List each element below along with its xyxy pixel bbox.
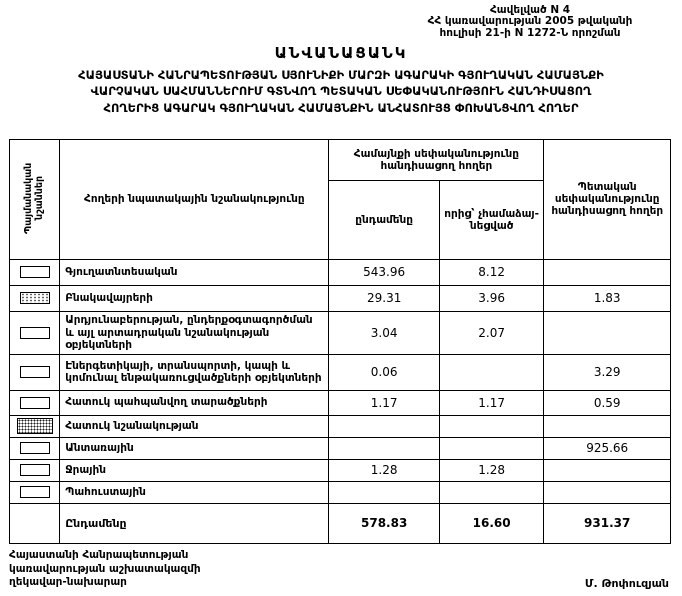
col-header-not-agreed: որից՝ չհամաձայ-նեցված bbox=[439, 181, 543, 260]
table-row-infrastructure bbox=[10, 354, 671, 390]
value-state: 925.66 bbox=[544, 437, 671, 459]
legend-symbol bbox=[20, 266, 50, 278]
signatory-line-2: կառավարության աշխատակազմի bbox=[9, 562, 201, 575]
land-purpose-label: Ջրային bbox=[60, 459, 329, 481]
empty-cell bbox=[10, 503, 60, 543]
value-not-agreed: 3.96 bbox=[439, 285, 543, 311]
value-not-agreed: 1.17 bbox=[439, 390, 543, 415]
legend-symbol bbox=[20, 397, 50, 409]
table-row-special-purpose bbox=[10, 415, 671, 437]
total-value-state: 931.37 bbox=[544, 503, 671, 543]
land-purpose-label: Պահուստային bbox=[60, 481, 329, 503]
legend-symbol-cell bbox=[10, 311, 60, 354]
col-header-total: ընդամենը bbox=[329, 181, 439, 260]
value-state bbox=[544, 259, 671, 285]
land-purpose-label: Հատուկ պահպանվող տարածքների bbox=[60, 390, 329, 415]
value-state: 0.59 bbox=[544, 390, 671, 415]
table-row-industrial bbox=[10, 311, 671, 354]
value-state: 3.29 bbox=[544, 354, 671, 390]
table-row-settlements bbox=[10, 285, 671, 311]
total-label: Ընդամենը bbox=[60, 503, 329, 543]
annex-line-2: ՀՀ կառավարության 2005 թվականի bbox=[427, 15, 633, 28]
col-header-community-group: Համայնքի սեփականությունը հանդիսացող հողեր bbox=[329, 139, 544, 180]
value-total: 1.17 bbox=[329, 390, 439, 415]
legend-symbol-cell bbox=[10, 285, 60, 311]
value-state bbox=[544, 481, 671, 503]
legend-symbol bbox=[20, 366, 50, 378]
value-not-agreed: 8.12 bbox=[439, 259, 543, 285]
table-row-water bbox=[10, 459, 671, 481]
legend-symbol-cell bbox=[10, 415, 60, 437]
value-total bbox=[329, 437, 439, 459]
table-row-protected-areas bbox=[10, 390, 671, 415]
value-total: 29.31 bbox=[329, 285, 439, 311]
total-value-not-agreed: 16.60 bbox=[439, 503, 543, 543]
value-not-agreed bbox=[439, 437, 543, 459]
land-transfer-table bbox=[9, 139, 671, 544]
legend-symbol bbox=[20, 442, 50, 454]
document-footer bbox=[9, 549, 673, 590]
table-row-reserve bbox=[10, 481, 671, 503]
land-purpose-label: Հատուկ նշանակության bbox=[60, 415, 329, 437]
table-row-total bbox=[10, 503, 671, 543]
value-not-agreed bbox=[439, 354, 543, 390]
col-header-symbols bbox=[10, 139, 60, 259]
legend-symbol-cell bbox=[10, 390, 60, 415]
table-row-forest bbox=[10, 437, 671, 459]
total-value-total: 578.83 bbox=[329, 503, 439, 543]
subtitle-line-3: ՀՈՂԵՐԻՑ ԱԳԱՐԱԿ ԳՅՈՒՂԱԿԱՆ ՀԱՄԱՅՆՔԻՆ ԱՆՀԱՏՈՒՅՑ ՓՈԽԱՆՑՎՈՂ ՀՈՂԵՐ bbox=[103, 100, 579, 115]
value-not-agreed bbox=[439, 481, 543, 503]
legend-symbol-cell bbox=[10, 437, 60, 459]
land-purpose-label: Գյուղատնտեսական bbox=[60, 259, 329, 285]
value-total bbox=[329, 481, 439, 503]
signatory-line-3: ղեկավար-նախարար bbox=[9, 576, 127, 589]
value-state bbox=[544, 459, 671, 481]
signatory-position bbox=[9, 549, 201, 590]
value-total bbox=[329, 415, 439, 437]
header-row-group bbox=[10, 139, 671, 180]
annex-line-3: հուլիսի 21-ի N 1272-Ն որոշման bbox=[439, 26, 621, 39]
subtitle-line-1: ՀԱՅԱՍՏԱՆԻ ՀԱՆՐԱՊԵՏՈՒԹՅԱՆ ՍՅՈՒՆԻՔԻ ՄԱՐԶԻ ԱԳԱՐԱԿԻ ԳՅՈՒՂԱԿԱՆ ՀԱՄԱՅՆՔԻ bbox=[78, 67, 604, 82]
legend-symbol bbox=[20, 486, 50, 498]
land-purpose-label: Անտառային bbox=[60, 437, 329, 459]
value-state: 1.83 bbox=[544, 285, 671, 311]
legend-symbol bbox=[17, 418, 53, 434]
signatory-line-1: Հայաստանի Հանրապետության bbox=[9, 549, 189, 562]
value-not-agreed: 1.28 bbox=[439, 459, 543, 481]
document-title: ԱՆՎԱՆԱՑԱՆԿ bbox=[274, 43, 408, 62]
signatory-name: Մ. Թոփուզյան bbox=[584, 577, 669, 590]
col-header-symbols-label: Պայմանական նշաններ bbox=[22, 162, 45, 234]
document-subtitle bbox=[9, 67, 673, 116]
annex-reference bbox=[405, 5, 655, 39]
value-total: 3.04 bbox=[329, 311, 439, 354]
value-state bbox=[544, 311, 671, 354]
legend-symbol-cell bbox=[10, 354, 60, 390]
value-total: 543.96 bbox=[329, 259, 439, 285]
subtitle-line-2: ՎԱՐՉԱԿԱՆ ՍԱՀՄԱՆՆԵՐՈՒՄ ԳՏՆՎՈՂ ՊԵՏԱԿԱՆ ՍԵՓԱԿԱՆՈՒԹՅՈՒՆ ՀԱՆԴԻՍԱՑՈՂ bbox=[90, 84, 592, 99]
land-purpose-label: Արդյունաբերության, ընդերքօգտագործման և այլ արտադրական նշանակության օբյեկտների bbox=[60, 311, 329, 354]
table-row-agricultural bbox=[10, 259, 671, 285]
annex-line-1: Հավելված N 4 bbox=[489, 4, 571, 16]
value-total: 0.06 bbox=[329, 354, 439, 390]
legend-symbol bbox=[20, 464, 50, 476]
value-not-agreed: 2.07 bbox=[439, 311, 543, 354]
land-purpose-label: Էներգետիկայի, տրանսպորտի, կապի և կոմունալ ենթակառուցվածքների օբյեկտների bbox=[60, 354, 329, 390]
legend-symbol-cell bbox=[10, 459, 60, 481]
legend-symbol bbox=[20, 327, 50, 339]
legend-symbol-cell bbox=[10, 481, 60, 503]
value-state bbox=[544, 415, 671, 437]
col-header-purpose: Հողերի նպատակային նշանակությունը bbox=[60, 139, 329, 259]
legend-symbol-cell bbox=[10, 259, 60, 285]
value-not-agreed bbox=[439, 415, 543, 437]
land-purpose-label: Բնակավայրերի bbox=[60, 285, 329, 311]
value-total: 1.28 bbox=[329, 459, 439, 481]
legend-symbol bbox=[20, 292, 50, 304]
col-header-state: Պետական սեփականությունը հանդիսացող հողեր bbox=[544, 139, 671, 259]
